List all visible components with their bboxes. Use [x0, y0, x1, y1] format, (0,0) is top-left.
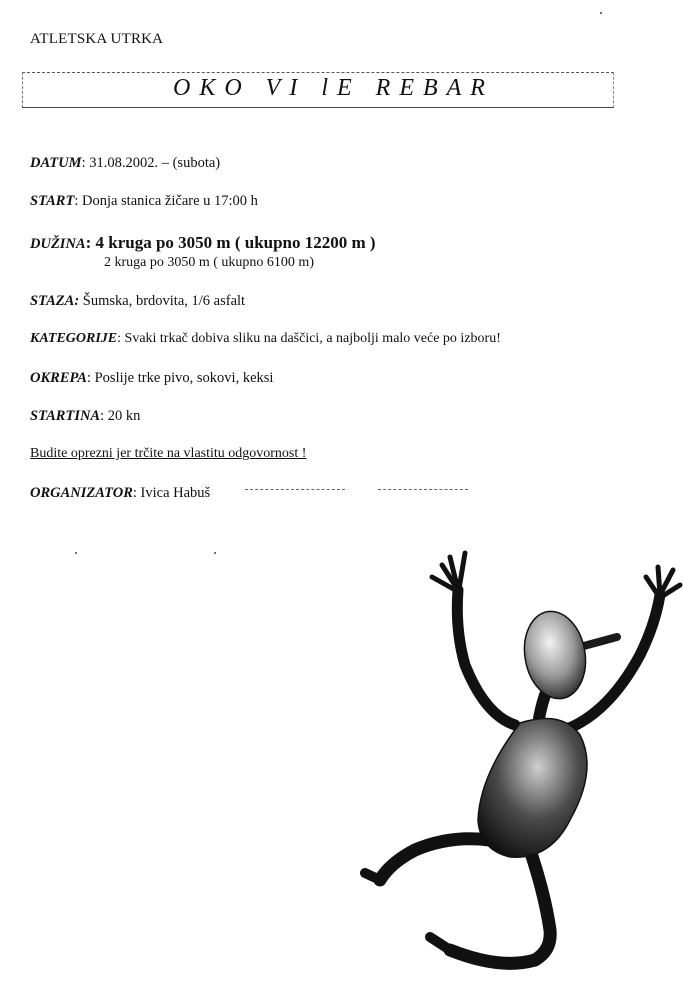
start-value: : Donja stanica žičare u 17:00 h [74, 193, 258, 209]
organizer-value: : Ivica Habuš [132, 485, 211, 501]
fee-value: : 20 kn [100, 408, 141, 424]
categories-row [30, 331, 501, 347]
page-title: OKO VI lE REBAR [173, 75, 494, 101]
organizer-row [30, 485, 210, 502]
length-label: DUŽINA [30, 236, 86, 252]
start-label: START [30, 193, 75, 209]
length-value: : 4 kruga po 3050 m ( ukupno 12200 m ) [85, 233, 376, 252]
date-value: : 31.08.2002. – (subota) [81, 155, 221, 171]
categories-label: KATEGORIJE [30, 331, 118, 346]
document-type: ATLETSKA UTRKA [30, 31, 164, 47]
track-value: Šumska, brdovita, 1/6 asfalt [79, 293, 246, 309]
fee-row [30, 408, 140, 425]
scan-speck [75, 552, 77, 554]
length-row [30, 233, 376, 253]
organizer-label: ORGANIZATOR [30, 485, 133, 501]
start-row [30, 193, 258, 210]
date-row [30, 155, 220, 172]
running-stick-figure-icon [340, 545, 683, 990]
length-value-2: 2 kruga po 3050 m ( ukupno 6100 m) [104, 255, 314, 270]
refreshment-value: : Poslije trke pivo, sokovi, keksi [86, 370, 274, 386]
refreshment-row [30, 370, 273, 387]
scan-dash-line [245, 489, 345, 490]
refreshment-label: OKREPA [30, 370, 87, 386]
fee-label: STARTINA [30, 408, 101, 424]
scan-dash-line [378, 489, 468, 490]
categories-value: : Svaki trkač dobiva sliku na daščici, a najbolji malo veće po izboru! [117, 331, 501, 346]
scan-speck [214, 552, 216, 554]
scan-speck [600, 12, 602, 14]
date-label: DATUM [30, 155, 82, 171]
safety-note: Budite oprezni jer trčite na vlastitu odgovornost ! [30, 446, 307, 461]
track-row [30, 293, 245, 310]
track-label: STAZA: [30, 293, 80, 309]
